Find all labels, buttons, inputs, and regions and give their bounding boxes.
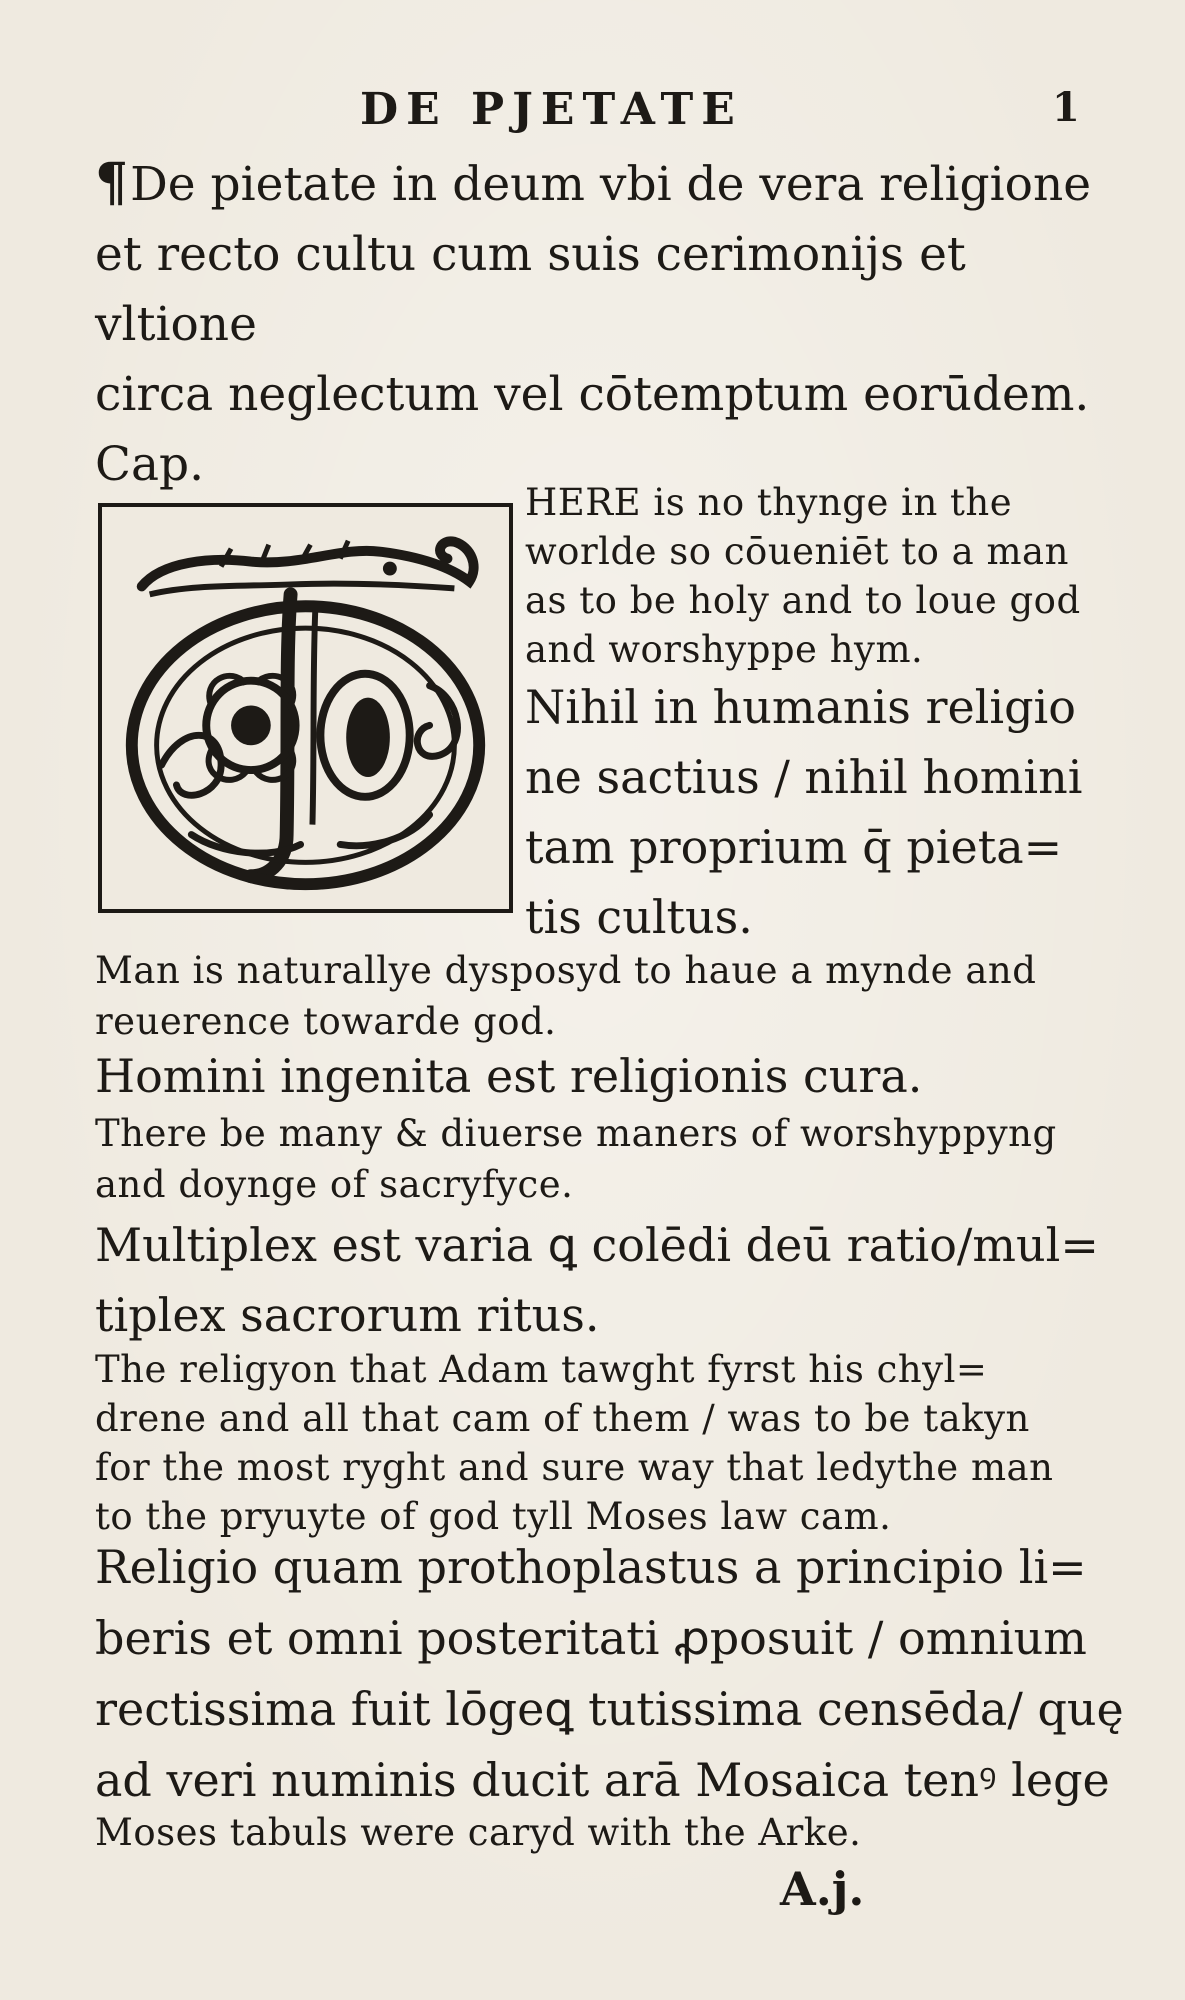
signature-mark: A.j.	[780, 1862, 865, 1916]
running-head: DE PJETATE	[360, 84, 743, 135]
text-line: beris et omni posteritati ꝓposuit / omnium	[95, 1611, 1087, 1665]
woodcut-initial-t-image	[102, 507, 509, 909]
text-line: rectissima fuit lōgeꝗ tutissima censēda/ quę	[95, 1682, 1124, 1736]
text-line: tis cultus.	[525, 890, 753, 944]
decorated-initial-woodcut	[98, 503, 513, 913]
text-line: HERE is no thynge in the	[525, 481, 1013, 524]
text-line: Multiplex est varia ꝗ colēdi deū ratio/mul=	[95, 1218, 1099, 1272]
text-line: Homini ingenita est religionis cura.	[95, 1049, 923, 1103]
text-line: ne sactius / nihil homini	[525, 750, 1083, 804]
chapter-heading-line: circa neglectum vel cōtemptum eorūdem.	[95, 367, 1090, 422]
paraph-mark: ¶	[95, 152, 129, 213]
text-line: There be many & diuerse maners of worshyppyng	[95, 1112, 1057, 1155]
text-line: ad veri numinis ducit arā Mosaica tenꝰ lege	[95, 1753, 1110, 1807]
chapter-cap-label: Cap.	[95, 437, 205, 492]
english-paragraph	[95, 1808, 861, 1858]
side-latin-text	[525, 672, 1082, 952]
text-line: and doynge of sacryfyce.	[95, 1163, 574, 1206]
folio-number: 1	[1052, 84, 1080, 131]
text-line: for the most ryght and sure way that ledythe man	[95, 1446, 1054, 1489]
side-english-text	[525, 478, 1081, 674]
text-line: drene and all that cam of them / was to be takyn	[95, 1397, 1030, 1440]
english-paragraph	[95, 945, 1036, 1047]
text-line: as to be holy and to loue god	[525, 579, 1081, 622]
english-paragraph	[95, 1345, 1053, 1541]
text-line: to the pryuyte of god tyll Moses law cam.	[95, 1495, 892, 1538]
text-line: The religyon that Adam tawght fyrst his chyl=	[95, 1348, 988, 1391]
text-line: and worshyppe hym.	[525, 628, 924, 671]
text-line: Nihil in humanis religio	[525, 680, 1076, 734]
text-line: worlde so cōueniēt to a man	[525, 530, 1069, 573]
english-paragraph	[95, 1108, 1057, 1210]
text-line: tiplex sacrorum ritus.	[95, 1288, 600, 1342]
text-line: Religio quam prothoplastus a principio li=	[95, 1540, 1087, 1594]
latin-paragraph	[95, 1210, 1099, 1350]
chapter-heading-line	[95, 148, 1095, 220]
latin-paragraph	[95, 1532, 1124, 1816]
chapter-heading-line: et recto cultu cum suis cerimonijs et vltione	[95, 227, 966, 352]
text-line: reuerence towarde god.	[95, 1000, 557, 1043]
latin-paragraph	[95, 1046, 922, 1106]
text-line: Moses tabuls were caryd with the Arke.	[95, 1811, 862, 1854]
text-line: tam proprium q̄ pieta=	[525, 820, 1063, 874]
chapter-heading-text: De pietate in deum vbi de vera religione	[130, 157, 1092, 212]
text-line: Man is naturallye dysposyd to haue a mynde and	[95, 949, 1037, 992]
chapter-heading	[95, 148, 1095, 500]
